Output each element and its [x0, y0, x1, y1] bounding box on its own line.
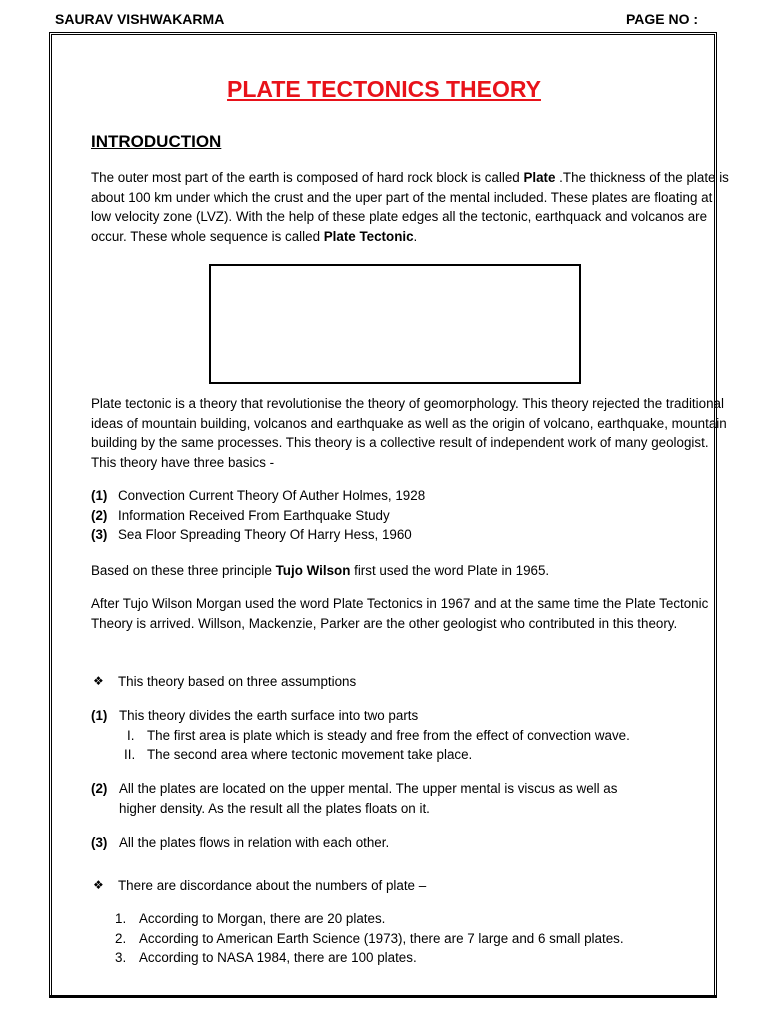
- assumption-1-sub-1-text: The first area is plate which is steady and free from the effect of convection wave.: [147, 728, 630, 743]
- wilson-text-a: Based on these three principle: [91, 563, 276, 578]
- intro-text-a: The outer most part of the earth is composed of hard rock block is called: [91, 170, 524, 185]
- basic-3-number: (3): [91, 527, 108, 542]
- basic-3-text: Sea Floor Spreading Theory Of Harry Hess, 1960: [118, 527, 412, 542]
- discordance-1-text: According to Morgan, there are 20 plates.: [139, 911, 386, 926]
- morgan-paragraph: After Tujo Wilson Morgan used the word Plate Tectonics in 1967 and at the same time the Plate Tectonic Theory is arrived. Willson, Mackenzie, Parker are the other geologist who contributed in this theory.: [91, 596, 709, 631]
- discordance-heading: There are discordance about the numbers of plate –: [118, 878, 427, 893]
- page-number-label: PAGE NO :: [626, 11, 699, 27]
- basic-1-text: Convection Current Theory Of Auther Holmes, 1928: [118, 488, 426, 503]
- assumption-1-number: (1): [91, 708, 108, 723]
- basic-1-number: (1): [91, 488, 108, 503]
- basic-2-number: (2): [91, 508, 108, 523]
- intro-text-b: .The thickness of the plate is about 100 km under which the crust and the uper part of the mental included. These plates are floating at low velocity zone (LVZ). With the help of these plate edges all the tectonic, earthquack and volcanos are occur. These whole sequence is called: [91, 170, 729, 244]
- assumption-1-text: This theory divides the earth surface into two parts: [119, 708, 419, 723]
- discordance-2-text: According to American Earth Science (1973), there are 7 large and 6 small plates.: [139, 931, 624, 946]
- document-title: PLATE TECTONICS THEORY: [227, 76, 541, 102]
- discordance-3-number: 3.: [115, 950, 127, 965]
- wilson-paragraph: [91, 561, 731, 581]
- intro-bold-plate-tectonic: Plate Tectonic: [323, 228, 414, 244]
- wilson-bold-name: Tujo Wilson: [275, 563, 351, 578]
- introduction-heading: INTRODUCTION: [91, 132, 222, 151]
- intro-paragraph: [91, 168, 731, 246]
- assumption-1-sub-1-number: I.: [127, 728, 135, 743]
- figure-placeholder: [209, 264, 581, 384]
- discordance-3-text: According to NASA 1984, there are 100 plates.: [139, 950, 417, 965]
- theory-paragraph: Plate tectonic is a theory that revolutionise the theory of geomorphology. This theory rejected the traditional ideas of mountain building, volcanos and earthquake as well as the origin of volcano, earthquake, mountain building by the same processes. This theory is a collective result of independent work of many geologist. This theory have three basics -: [91, 396, 727, 470]
- assumptions-heading: This theory based on three assumptions: [118, 674, 357, 689]
- assumption-1-sub-2-number: II.: [124, 747, 136, 762]
- diamond-bullet-icon: ❖: [93, 674, 104, 688]
- basic-2-text: Information Received From Earthquake Study: [118, 508, 390, 523]
- diamond-bullet-icon: ❖: [93, 878, 104, 892]
- assumption-2-line-2: higher density. As the result all the plates floats on it.: [119, 801, 430, 816]
- assumption-2-line-1: All the plates are located on the upper mental. The upper mental is viscus as well as: [119, 781, 618, 796]
- assumption-3-number: (3): [91, 835, 108, 850]
- intro-text-c: .: [413, 228, 418, 244]
- assumption-1-sub-2-text: The second area where tectonic movement take place.: [147, 747, 473, 762]
- author-name: SAURAV VISHWAKARMA: [55, 11, 225, 27]
- discordance-2-number: 2.: [115, 931, 127, 946]
- wilson-text-b: first used the word Plate in 1965.: [350, 563, 550, 578]
- discordance-1-number: 1.: [115, 911, 127, 926]
- assumption-3-text: All the plates flows in relation with each other.: [119, 835, 390, 850]
- intro-bold-plate: Plate: [523, 170, 556, 185]
- assumption-2-number: (2): [91, 781, 108, 796]
